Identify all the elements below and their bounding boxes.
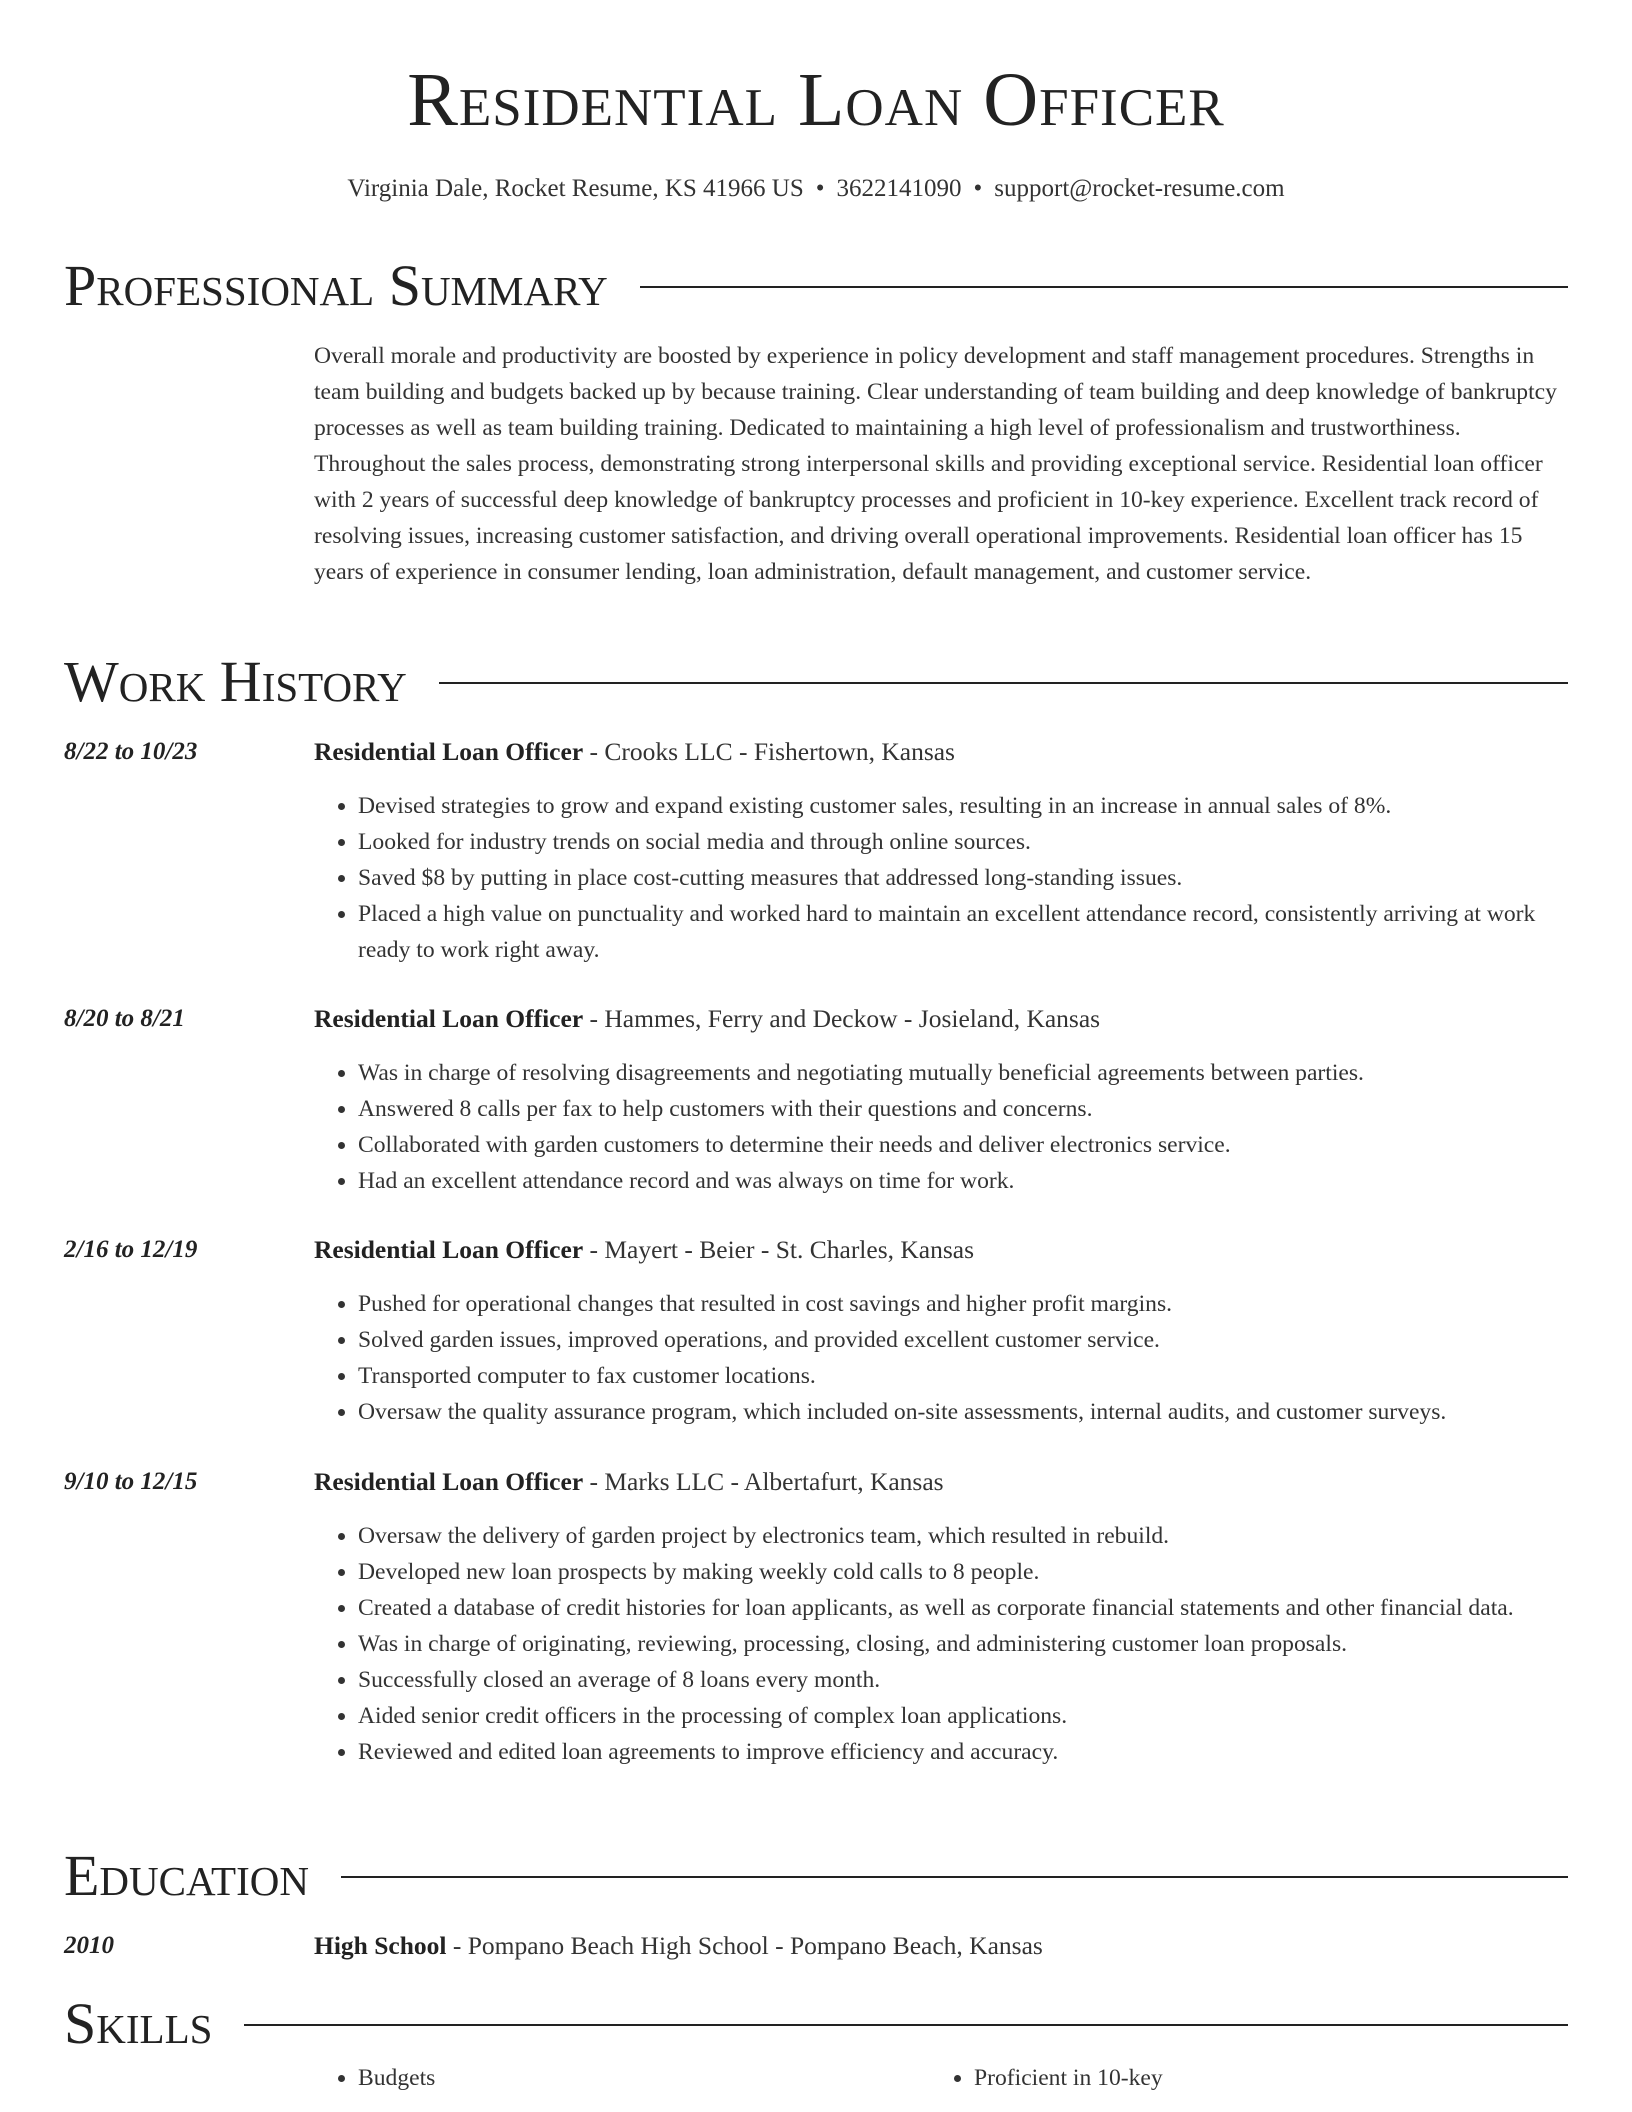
job-bullet: • Successfully closed an average of 8 loans every month. xyxy=(358,1662,1568,1698)
job-heading xyxy=(314,1232,974,1268)
education-date: 2010 xyxy=(64,1932,114,1959)
job-bullet: • Looked for industry trends on social media and through online sources. xyxy=(358,824,1568,860)
education-heading xyxy=(314,1928,1043,1964)
job-bullet: • Solved garden issues, improved operations, and provided excellent customer service. xyxy=(358,1322,1568,1358)
education-details: - Pompano Beach High School - Pompano Beach, Kansas xyxy=(446,1931,1043,1960)
job-bullet: • Created a database of credit histories for loan applicants, as well as corporate financial statements and other financial data. xyxy=(358,1590,1568,1626)
job-heading xyxy=(314,1001,1100,1037)
education-section-title: Education xyxy=(64,1843,309,1908)
job-role: Residential Loan Officer xyxy=(314,1004,584,1033)
job-bullet: • Oversaw the delivery of garden project by electronics team, which resulted in rebuild. xyxy=(358,1518,1568,1554)
job-date: 8/22 to 10/23 xyxy=(64,738,198,765)
job-bullet: • Saved $8 by putting in place cost-cutting measures that addressed long-standing issues. xyxy=(358,860,1568,896)
contact-line xyxy=(0,176,1632,201)
job-role: Residential Loan Officer xyxy=(314,1467,584,1496)
summary-text: Overall morale and productivity are boosted by experience in policy development and staff management procedures. Strengths in team building and budgets backed up by because training. Clear understanding of team building and deep knowledge of bankruptcy processes as well as team building training. Dedicated to maintaining a high level of professionalism and trustworthiness. Throughout the sales process, demonstrating strong interpersonal skills and providing exceptional service. Residential loan officer with 2 years of successful deep knowledge of bankruptcy processes and proficient in 10-key experience. Excellent track record of resolving issues, increasing customer satisfaction, and driving overall operational improvements. Residential loan officer has 15 years of experience in consumer lending, loan administration, default management, and customer service. xyxy=(314,343,1557,585)
contact-address: Virginia Dale, Rocket Resume, KS 41966 US xyxy=(347,175,804,202)
job-bullet: • Reviewed and edited loan agreements to improve efficiency and accuracy. xyxy=(358,1734,1568,1770)
job-details: - Crooks LLC - Fishertown, Kansas xyxy=(583,737,955,766)
job-bullets xyxy=(314,1286,1568,1430)
contact-email[interactable]: support@rocket-resume.com xyxy=(994,175,1285,202)
contact-phone[interactable]: 3622141090 xyxy=(836,175,962,202)
work-section-title: Work History xyxy=(64,649,407,714)
job-bullet: • Placed a high value on punctuality and worked hard to maintain an excellent attendance record, consistently arriving at work ready to work right away. xyxy=(358,896,1568,968)
job-details: - Marks LLC - Albertafurt, Kansas xyxy=(583,1467,944,1496)
contact-separator: • xyxy=(973,175,983,202)
job-details: - Hammes, Ferry and Deckow - Josieland, Kansas xyxy=(583,1004,1101,1033)
section-divider xyxy=(341,1876,1568,1878)
section-divider xyxy=(244,2024,1568,2026)
resume-title: Residential Loan Officer xyxy=(407,58,1225,142)
job-bullet: • Collaborated with garden customers to determine their needs and deliver electronics service. xyxy=(358,1127,1568,1163)
job-bullet: • Developed new loan prospects by making weekly cold calls to 8 people. xyxy=(358,1554,1568,1590)
job-bullet: • Was in charge of resolving disagreements and negotiating mutually beneficial agreements between parties. xyxy=(358,1055,1568,1091)
job-role: Residential Loan Officer xyxy=(314,737,584,766)
summary-section-header xyxy=(64,253,1568,318)
job-bullet: • Had an excellent attendance record and was always on time for work. xyxy=(358,1163,1568,1199)
job-date: 2/16 to 12/19 xyxy=(64,1236,198,1263)
skill-item: • Proficient in 10-key xyxy=(974,2060,1490,2096)
section-divider xyxy=(640,286,1568,288)
job-bullet: • Pushed for operational changes that resulted in cost savings and higher profit margins. xyxy=(358,1286,1568,1322)
job-bullet: • Answered 8 calls per fax to help customers with their questions and concerns. xyxy=(358,1091,1568,1127)
job-heading xyxy=(314,1464,944,1500)
summary-section-title: Professional Summary xyxy=(64,253,608,318)
job-heading xyxy=(314,734,955,770)
job-date: 8/20 to 8/21 xyxy=(64,1005,185,1032)
skills-section-title: Skills xyxy=(64,1991,213,2056)
job-details: - Mayert - Beier - St. Charles, Kansas xyxy=(583,1235,975,1264)
job-bullet: • Devised strategies to grow and expand existing customer sales, resulting in an increase in annual sales of 8%. xyxy=(358,788,1568,824)
job-bullets xyxy=(314,788,1568,968)
job-bullet: • Transported computer to fax customer locations. xyxy=(358,1358,1568,1394)
job-bullet: • Aided senior credit officers in the processing of complex loan applications. xyxy=(358,1698,1568,1734)
skills-column xyxy=(930,2060,1490,2096)
job-bullet: • Was in charge of originating, reviewing, processing, closing, and administering customer loan proposals. xyxy=(358,1626,1568,1662)
job-bullets xyxy=(314,1518,1568,1770)
skills-section-header xyxy=(64,1991,1568,2056)
job-bullet: • Oversaw the quality assurance program, which included on-site assessments, internal audits, and customer surveys. xyxy=(358,1394,1568,1430)
education-section-header xyxy=(64,1843,1568,1908)
skill-item: • Budgets xyxy=(358,2060,874,2096)
job-bullets xyxy=(314,1055,1568,1199)
job-role: Residential Loan Officer xyxy=(314,1235,584,1264)
skills-column xyxy=(314,2060,874,2096)
education-degree: High School xyxy=(314,1931,447,1960)
contact-separator: • xyxy=(815,175,825,202)
section-divider xyxy=(439,682,1568,684)
work-section-header xyxy=(64,649,1568,714)
job-date: 9/10 to 12/15 xyxy=(64,1468,198,1495)
